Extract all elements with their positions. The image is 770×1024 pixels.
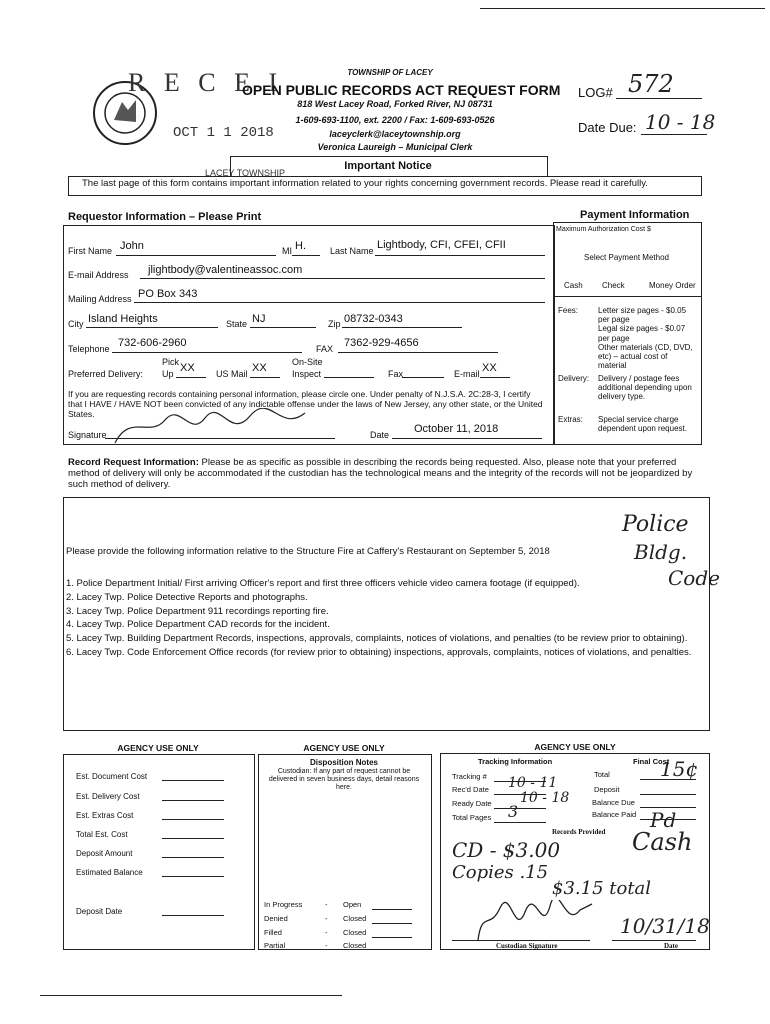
est-delivery-cost-field[interactable] bbox=[162, 800, 224, 801]
pickup-label-top: Pick bbox=[162, 357, 180, 367]
received-stamp: R E C E I bbox=[128, 68, 284, 97]
balance-paid-value[interactable]: Pd bbox=[650, 808, 677, 832]
header-address: 818 West Lacey Road, Forked River, NJ 08731 bbox=[297, 99, 493, 109]
date-due-value[interactable]: 10 - 18 bbox=[645, 110, 716, 134]
custodian-signature-mark[interactable] bbox=[470, 900, 600, 944]
form-title: OPEN PUBLIC RECORDS ACT REQUEST FORM bbox=[242, 82, 561, 98]
records-hw-line-1: CD - $3.00 bbox=[452, 838, 561, 862]
status-dash: - bbox=[325, 928, 328, 937]
log-value[interactable]: 572 bbox=[628, 70, 674, 98]
records-hw-line-3: $3.15 total bbox=[552, 878, 652, 899]
cash-option[interactable]: Cash bbox=[564, 281, 583, 290]
cash-note: Cash bbox=[632, 828, 693, 856]
margin-note-police: Police bbox=[622, 512, 689, 537]
log-label: LOG# bbox=[578, 85, 613, 100]
status-closed[interactable]: Closed bbox=[343, 928, 367, 937]
top-rule bbox=[480, 8, 765, 9]
extras-label: Extras: bbox=[558, 415, 583, 424]
fees-label: Fees: bbox=[558, 306, 579, 315]
est-delivery-cost-label: Est. Delivery Cost bbox=[76, 792, 140, 801]
signature-label: Signature bbox=[68, 430, 107, 440]
onsite-line bbox=[324, 377, 374, 378]
money-order-option[interactable]: Money Order bbox=[649, 281, 696, 290]
request-item: 6. Lacey Twp. Code Enforcement Office records (for review prior to obtaining) inspections, approvals, complaints, notices of violations, and penalties. bbox=[66, 646, 692, 658]
notice-text: The last page of this form contains important information related to your rights concerning government records. Please read it carefully. bbox=[82, 178, 648, 189]
fax-value[interactable]: 7362-929-4656 bbox=[344, 337, 419, 349]
requestor-heading: Requestor Information – Please Print bbox=[68, 211, 262, 223]
stamp-town: LACEY TOWNSHIP bbox=[205, 168, 286, 178]
date-due-line bbox=[641, 134, 707, 135]
status-dash: - bbox=[325, 900, 328, 909]
zip-value[interactable]: 08732-0343 bbox=[344, 313, 403, 325]
estimated-balance-field[interactable] bbox=[162, 876, 224, 877]
total-pages-value[interactable]: 3 bbox=[508, 802, 519, 821]
ready-date-value[interactable]: 10 - 18 bbox=[520, 790, 570, 806]
check-option[interactable]: Check bbox=[602, 281, 625, 290]
mailing-line bbox=[134, 302, 545, 303]
request-item: 1. Police Department Initial/ First arriving Officer's report and first three officers vehicle video camera footage (if equipped). bbox=[66, 578, 580, 589]
est-extras-cost-field[interactable] bbox=[162, 819, 224, 820]
status-partial[interactable]: Partial bbox=[264, 941, 286, 950]
pickup-label: Up bbox=[162, 369, 174, 379]
request-item: 3. Lacey Twp. Police Department 911 recordings reporting fire. bbox=[66, 605, 329, 617]
estimated-balance-label: Estimated Balance bbox=[76, 868, 143, 877]
status-closed[interactable]: Closed bbox=[343, 941, 367, 950]
last-name-value[interactable]: Lightbody, CFI, CFEI, CFII bbox=[377, 239, 506, 251]
ready-date-label: Ready Date bbox=[452, 799, 492, 808]
pickup-line bbox=[176, 377, 206, 378]
state-value[interactable]: NJ bbox=[252, 313, 266, 325]
total-est-cost-field[interactable] bbox=[162, 838, 224, 839]
signature-mark[interactable] bbox=[110, 408, 310, 448]
header-email: laceyclerk@laceytownship.org bbox=[329, 129, 461, 139]
records-provided-heading: Records Provided bbox=[552, 828, 606, 836]
date-value[interactable]: October 11, 2018 bbox=[414, 423, 499, 435]
preferred-delivery-label: Preferred Delivery: bbox=[68, 369, 144, 379]
request-item: 2. Lacey Twp. Police Detective Reports and photographs. bbox=[66, 591, 308, 603]
header-clerk: Veronica Laureigh – Municipal Clerk bbox=[317, 142, 473, 152]
est-document-cost-field[interactable] bbox=[162, 780, 224, 781]
custodian-signature-line bbox=[452, 940, 590, 941]
fees-text: Letter size pages - $0.05 per page Legal size pages - $0.07 per page Other materials (CD, DVD, etc) – actual cost of material bbox=[598, 306, 693, 371]
status-in-progress[interactable]: In Progress bbox=[264, 900, 303, 909]
mi-line bbox=[292, 255, 320, 256]
final-cost-heading: Final Cost bbox=[633, 757, 670, 766]
city-line bbox=[86, 327, 218, 328]
date-line bbox=[392, 438, 542, 439]
tracking-num-label: Tracking # bbox=[452, 772, 487, 781]
disposition-note: Custodian: If any part of request cannot be delivered in seven business days, detail reasons here. bbox=[268, 768, 420, 792]
total-est-cost-label: Total Est. Cost bbox=[76, 830, 128, 839]
margin-note-code: Code bbox=[668, 566, 720, 590]
stamp-date: OCT 1 1 2018 bbox=[173, 125, 274, 141]
email-delivery-value[interactable]: XX bbox=[482, 362, 497, 374]
deposit-amount-label: Deposit Amount bbox=[76, 849, 133, 858]
email-delivery-label: E-mail bbox=[454, 369, 480, 379]
status-open[interactable]: Open bbox=[343, 900, 362, 909]
request-item: 4. Lacey Twp. Police Department CAD records for the incident. bbox=[66, 619, 330, 631]
usmail-line bbox=[250, 377, 280, 378]
status-open-field[interactable] bbox=[372, 909, 412, 910]
zip-label: Zip bbox=[328, 319, 341, 329]
mailing-value[interactable]: PO Box 343 bbox=[138, 288, 198, 300]
header-phone: 1-609-693-1100, ext. 2200 / Fax: 1-609-693-0526 bbox=[295, 115, 495, 125]
bottom-rule bbox=[40, 995, 342, 996]
record-request-heading: Record Request Information: bbox=[68, 457, 199, 468]
recd-date-value[interactable]: 10 - 11 bbox=[508, 775, 558, 791]
mailing-label: Mailing Address bbox=[68, 294, 132, 304]
date-label: Date bbox=[370, 430, 390, 440]
fax-delivery-line bbox=[402, 377, 444, 378]
fax-delivery-label: Fax bbox=[388, 369, 404, 379]
telephone-value[interactable]: 732-606-2960 bbox=[118, 337, 187, 349]
date-due-label: Date Due: bbox=[578, 120, 637, 135]
select-payment-label: Select Payment Method bbox=[584, 253, 669, 262]
status-filled[interactable]: Filled bbox=[264, 928, 282, 937]
log-line bbox=[616, 98, 702, 99]
payment-heading: Payment Information bbox=[580, 209, 690, 221]
usmail-value[interactable]: XX bbox=[252, 362, 267, 374]
disposition-notes-heading: Disposition Notes bbox=[309, 758, 378, 767]
onsite-label: Inspect bbox=[292, 369, 322, 379]
record-request-intro-text: Please be as specific as possible in describing the records being requested. Also, please note that your preferred method of delivery will only be accommodated if the custodian has the technological means and the integrity of the records will not be jeopardized by such method of delivery. bbox=[68, 457, 693, 490]
township-name: TOWNSHIP OF LACEY bbox=[347, 68, 433, 77]
tracking-info-heading: Tracking Information bbox=[478, 757, 553, 766]
recd-date-label: Rec'd Date bbox=[452, 785, 489, 794]
fax-line bbox=[338, 352, 498, 353]
last-name-label: Last Name bbox=[330, 246, 374, 256]
first-name-line bbox=[116, 255, 276, 256]
total-label: Total bbox=[594, 770, 610, 779]
balance-due-label: Balance Due bbox=[592, 798, 635, 807]
deposit-field[interactable] bbox=[640, 794, 696, 795]
total-pages-label: Total Pages bbox=[452, 813, 492, 822]
total-pages-field[interactable] bbox=[494, 822, 546, 823]
total-value[interactable]: 15¢ bbox=[660, 757, 699, 781]
mi-value[interactable]: H. bbox=[295, 240, 306, 252]
usmail-label: US Mail bbox=[216, 369, 248, 379]
state-line bbox=[250, 327, 316, 328]
city-value[interactable]: Island Heights bbox=[88, 313, 158, 325]
ready-date-field[interactable] bbox=[494, 808, 546, 809]
state-label: State bbox=[226, 319, 248, 329]
delivery-label: Delivery: bbox=[558, 374, 590, 383]
record-request-intro bbox=[68, 458, 708, 491]
onsite-label-top: On-Site bbox=[292, 357, 323, 367]
status-closed[interactable]: Closed bbox=[343, 914, 367, 923]
est-extras-cost-label: Est. Extras Cost bbox=[76, 811, 134, 820]
agency-right-heading: AGENCY USE ONLY bbox=[534, 742, 616, 752]
email-line bbox=[140, 278, 545, 279]
status-denied[interactable]: Denied bbox=[264, 914, 288, 923]
status-dash: - bbox=[325, 941, 328, 950]
city-label: City bbox=[68, 319, 84, 329]
first-name-value[interactable]: John bbox=[120, 240, 144, 252]
custodian-signature-label: Custodian Signature bbox=[496, 942, 558, 950]
telephone-label: Telephone bbox=[68, 344, 110, 354]
agency-left-heading: AGENCY USE ONLY bbox=[117, 743, 199, 753]
status-closed-field[interactable] bbox=[372, 923, 412, 924]
deposit-amount-field[interactable] bbox=[162, 857, 224, 858]
balance-paid-label: Balance Paid bbox=[592, 810, 637, 819]
records-hw-line-2: Copies .15 bbox=[452, 862, 549, 883]
zip-line bbox=[342, 327, 462, 328]
max-auth-label: Maximum Authorization Cost $ bbox=[556, 226, 651, 233]
mi-label: MI bbox=[282, 246, 292, 256]
deposit-date-label: Deposit Date bbox=[76, 907, 123, 916]
deposit-date-field[interactable] bbox=[162, 915, 224, 916]
payment-divider bbox=[553, 296, 701, 297]
fax-label: FAX bbox=[316, 344, 334, 354]
status-closed-field[interactable] bbox=[372, 937, 412, 938]
pickup-value[interactable]: XX bbox=[180, 362, 195, 374]
deposit-label: Deposit bbox=[594, 785, 620, 794]
request-items bbox=[66, 577, 706, 660]
certification-text: If you are requesting records containing personal information, please circle one. Under penalty of N.J.S.A. 2C:28-3, I certify that I HAVE / HAVE NOT been convicted of any indictable offense under the laws of New Jersey, any other state, or the United States. bbox=[68, 389, 543, 419]
email-label: E-mail Address bbox=[68, 270, 129, 280]
custodian-date-value[interactable]: 10/31/18 bbox=[620, 914, 710, 938]
first-name-label: First Name bbox=[68, 246, 113, 256]
custodian-date-line bbox=[612, 940, 696, 941]
delivery-text: Delivery / postage fees additional depending upon delivery type. bbox=[598, 374, 692, 402]
status-dash: - bbox=[325, 914, 328, 923]
agency-mid-heading: AGENCY USE ONLY bbox=[303, 743, 385, 753]
margin-note-bldg: Bldg. bbox=[634, 540, 688, 564]
custodian-date-label: Date bbox=[664, 942, 678, 950]
request-item: 5. Lacey Twp. Building Department Records, inspections, approvals, complaints, notices of violations, and penalties (to be review prior to obtaining). bbox=[66, 633, 688, 645]
extras-text: Special service charge dependent upon request. bbox=[598, 415, 687, 434]
telephone-line bbox=[112, 352, 302, 353]
est-document-cost-label: Est. Document Cost bbox=[76, 772, 148, 781]
request-lead: Please provide the following information relative to the Structure Fire at Caffery's Restaurant on September 5, 2018 bbox=[66, 546, 550, 557]
email-delivery-line bbox=[480, 377, 510, 378]
last-name-line bbox=[375, 255, 545, 256]
notice-title: Important Notice bbox=[344, 160, 432, 172]
email-value[interactable]: jlightbody@valentineassoc.com bbox=[148, 264, 303, 276]
